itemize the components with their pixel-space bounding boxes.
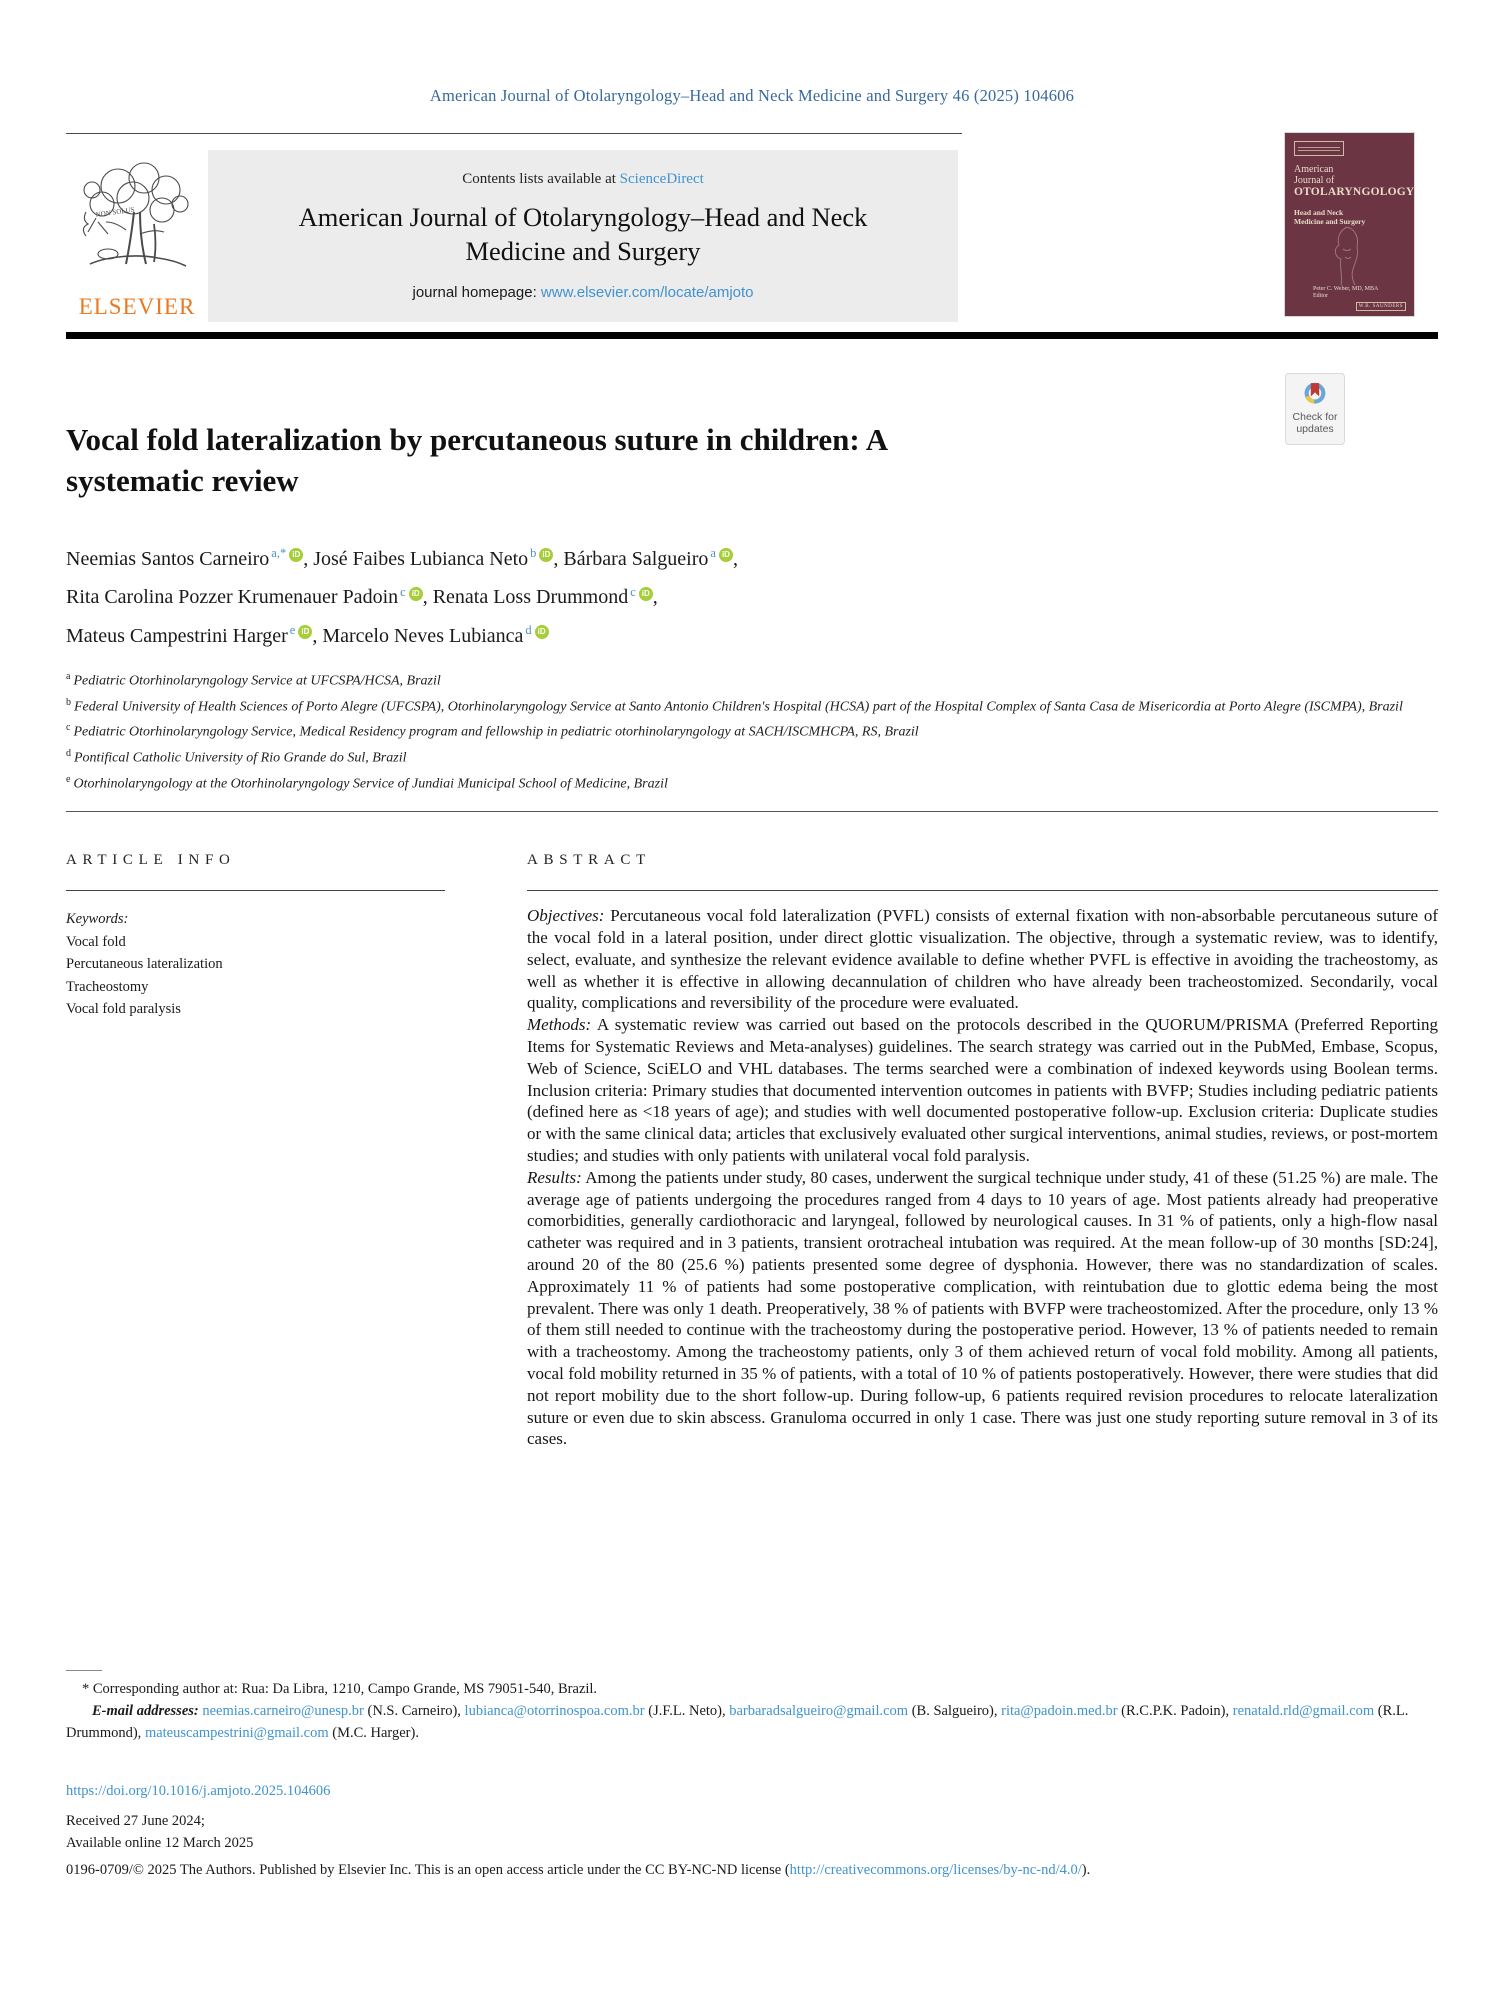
doi-link[interactable]: https://doi.org/10.1016/j.amjoto.2025.104606 bbox=[66, 1783, 331, 1799]
abstract-section-label: Results: bbox=[527, 1167, 582, 1187]
email-link[interactable]: rita@padoin.med.br bbox=[1001, 1703, 1118, 1719]
author: Marcelo Neves Lubianca $^d$ iD bbox=[322, 625, 548, 647]
abstract-section-text: Among the patients under study, 80 cases, underwent the surgical technique under study, 41 of these (51.25 %) are male. The average age of patients undergoing the procedures ranged from 4 days to 10 years of age. Most patients already had preoperative comorbidities, generally cardiothoracic and laryngeal, followed by neurological causes. In 31 % of patients, only a high-flow nasal catheter was required and in 3 patients, transient orotracheal intubation was required. At the mean follow-up of 30 months [SD:24], around 20 of the 80 (25.6 %) patients presented some degree of dysphonia. However, there was no standardization of scales. Approximately 11 % of patients had some postoperative complication, with reintubation due to glottic edema being the most prevalent. There was only 1 death. Preoperatively, 38 % of patients with BVFP were tracheostomized. After the procedure, only 13 % of them still needed to continue with the tracheostomy during the postoperative period. However, 13 % of patients needed to remain with a tracheostomy. Among the tracheostomy patients, only 3 of them achieved return of vocal fold mobility. Among all patients, vocal fold mobility returned in 35 % of patients, with a total of 10 % of patients postoperatively. However, there were studies that did not report mobility due to the short follow-up. During follow-up, 6 patients required revision procedures to relocate lateralization suture or even due to skin abscess. Granuloma occurred in only 1 case. There was just one study reporting suture removal in 3 of its cases. bbox=[527, 1167, 1438, 1449]
author-sup: c bbox=[630, 584, 636, 599]
email-link[interactable]: neemias.carneiro@unesp.br bbox=[202, 1703, 364, 1719]
cover-tagbox bbox=[1294, 141, 1344, 156]
cover-publisher: W.B. SAUNDERS bbox=[1356, 302, 1406, 311]
journal-banner bbox=[66, 150, 1438, 322]
affiliation: $^c$ Pediatric Otorhinolaryngology Service, Medical Residency program and fellowship in pediatric otorhinolaryngology at SACH/ISCMHCPA, RS, Brazil bbox=[66, 722, 919, 740]
elsevier-wordmark: ELSEVIER bbox=[78, 294, 196, 319]
abstract-section-text: A systematic review was carried out based on the protocols described in the QUORUM/PRISMA (Preferred Reporting Items for Systematic Reviews and Meta-analyses) guidelines. The search strategy was carried out in the PubMed, Embase, Scopus, Web of Science, SciELO and VHL databases. The terms searched were a combination of indexed keywords using Boolean terms. Inclusion criteria: Primary studies that documented intervention outcomes in patients with BVFP; Studies including pediatric patients (defined here as <18 years of age); and studies with well documented postoperative follow-up. Exclusion criteria: Duplicate studies or with the same clinical data; articles that exclusively evaluated other surgical interventions, animal studies, reviews, or post-mortem studies; and studies with only patients with unilateral vocal fold paralysis. bbox=[527, 1015, 1438, 1166]
author-sup: c bbox=[400, 584, 406, 599]
check-updates-label: Check for updates bbox=[1292, 411, 1338, 435]
affiliation: $^e$ Otorhinolaryngology at the Otorhinolaryngology Service of Jundiai Municipal School of Medicine, Brazil bbox=[66, 773, 668, 792]
abstract-section-text: Percutaneous vocal fold lateralization (PVFL) consists of external fixation with non-absorbable percutaneous suture of the vocal fold in a lateral position, under direct glottic visualization. The objective, through a systematic review, was to identify, select, evaluate, and synthesize the relevant evidence available to define whether PVFL is effective in avoiding the tracheostomy, as well as whether it is effective in allowing decannulation of children who have already been tracheostomized. Secondarily, vocal quality, complications and reversibility of the procedure were evaluated. bbox=[527, 906, 1438, 1013]
affiliation: $^d$ Pontifical Catholic University of Rio Grande do Sul, Brazil bbox=[66, 747, 407, 766]
email-addresses: E-mail addresses: neemias.carneiro@unesp.br (N.S. Carneiro), lubianca@otorrinospoa.com.br (J.F.L. Neto), barbaradsalgueiro@gmail.com (B. Salgueiro), rita@padoin.med.br (R.C.P.K. Padoin), renatald.rld@gmail.com (R.L. Drummond), mateuscampestrini@gmail.com (M.C. Harger). bbox=[66, 1703, 1409, 1741]
homepage-prefix: journal homepage: bbox=[412, 284, 541, 301]
orcid-icon[interactable]: iD bbox=[535, 625, 549, 639]
article-info-column bbox=[66, 852, 445, 1450]
crossmark-icon bbox=[1300, 379, 1330, 409]
corresponding-author-note: * Corresponding author at: Rua: Da Libra, 1210, Campo Grande, MS 79051-540, Brazil. bbox=[82, 1681, 598, 1697]
author: Mateus Campestrini Harger $^e$ iD , bbox=[66, 623, 323, 647]
license-link[interactable]: http://creativecommons.org/licenses/by-nc-nd/4.0/ bbox=[789, 1862, 1082, 1878]
author-sup: b bbox=[530, 546, 537, 560]
available-date: Available online 12 March 2025 bbox=[66, 1835, 254, 1851]
abstract-section-label: Methods: bbox=[527, 1015, 592, 1035]
header-divider bbox=[66, 133, 962, 134]
contents-line bbox=[462, 171, 704, 188]
orcid-icon[interactable]: iD bbox=[539, 548, 553, 562]
article-info-heading: ARTICLE INFO bbox=[66, 852, 445, 891]
info-abstract-columns bbox=[66, 852, 1438, 1450]
cover-line: American bbox=[1294, 164, 1334, 175]
email-link[interactable]: lubianca@otorrinospoa.com.br bbox=[464, 1703, 645, 1719]
elsevier-logo bbox=[66, 150, 208, 322]
keyword: Tracheostomy bbox=[66, 978, 149, 995]
author: Rita Carolina Pozzer Krumenauer Padoin $^c$ iD , bbox=[66, 584, 433, 609]
section-divider bbox=[66, 811, 1438, 812]
logo-motto: NON SOLUS bbox=[95, 205, 135, 219]
homepage-link[interactable]: www.elsevier.com/locate/amjoto bbox=[540, 284, 754, 301]
received-date: Received 27 June 2024; bbox=[66, 1813, 205, 1829]
author-sup: a bbox=[710, 546, 716, 560]
article-title: Vocal fold lateralization by percutaneous suture in children: A systematic review bbox=[66, 422, 887, 498]
orcid-icon[interactable]: iD bbox=[639, 587, 653, 601]
keyword: Vocal fold paralysis bbox=[66, 1001, 181, 1018]
email-link[interactable]: mateuscampestrini@gmail.com bbox=[144, 1725, 329, 1741]
banner-bottom-bar bbox=[66, 332, 1438, 339]
homepage-line bbox=[412, 284, 753, 301]
author: José Faibes Lubianca Neto $^b$ iD , bbox=[313, 546, 564, 570]
article-footer bbox=[66, 1670, 1438, 1883]
cover-editor: Peter C. Weber, MD, MBA Editor bbox=[1313, 286, 1379, 299]
cover-line: OTOLARYNGOLOGY bbox=[1294, 186, 1415, 198]
author: Neemias Santos Carneiro $^{a,*}$ iD , bbox=[66, 546, 314, 570]
elsevier-tree-icon bbox=[78, 160, 196, 292]
orcid-icon[interactable]: iD bbox=[719, 548, 733, 562]
sciencedirect-link[interactable]: ScienceDirect bbox=[619, 171, 704, 187]
cover-subtitle: Head and Neck Medicine and Surgery bbox=[1294, 208, 1366, 226]
keywords-label: Keywords: bbox=[66, 911, 129, 928]
email-link[interactable]: barbaradsalgueiro@gmail.com bbox=[729, 1703, 909, 1719]
orcid-icon[interactable]: iD bbox=[409, 587, 423, 601]
affiliation-list bbox=[66, 666, 1438, 794]
copyright-line: 0196-0709/© 2025 The Authors. Published by Elsevier Inc. This is an open access article under the CC BY-NC-ND license (http://creativecommons.org/licenses/by-nc-nd/4.0/). bbox=[66, 1862, 1091, 1878]
author-sup: d bbox=[525, 623, 532, 638]
author-list bbox=[66, 537, 1066, 653]
abstract-heading: ABSTRACT bbox=[527, 852, 1438, 891]
orcid-icon[interactable]: iD bbox=[298, 625, 312, 639]
author-sup: a,* bbox=[271, 546, 287, 560]
keyword: Percutaneous lateralization bbox=[66, 956, 223, 973]
email-label: E-mail addresses: bbox=[92, 1703, 199, 1719]
author-sup: e bbox=[289, 623, 296, 638]
keywords-block bbox=[66, 908, 445, 1021]
author: Bárbara Salgueiro $^a$ iD , bbox=[563, 546, 738, 570]
orcid-icon[interactable]: iD bbox=[289, 548, 303, 562]
journal-title: American Journal of Otolaryngology–Head and Neck Medicine and Surgery bbox=[298, 202, 868, 266]
journal-cover-thumbnail bbox=[1285, 133, 1414, 316]
keyword: Vocal fold bbox=[66, 933, 126, 950]
check-updates-badge[interactable] bbox=[1285, 373, 1345, 445]
email-link[interactable]: renatald.rld@gmail.com bbox=[1232, 1703, 1375, 1719]
abstract-column bbox=[527, 852, 1438, 1450]
abstract-body bbox=[527, 905, 1438, 1450]
doi-line bbox=[66, 1780, 1438, 1802]
affiliation: $^a$ Pediatric Otorhinolaryngology Service at UFCSPA/HCSA, Brazil bbox=[66, 670, 441, 689]
contents-prefix: Contents lists available at bbox=[462, 171, 620, 187]
author: Renata Loss Drummond $^c$ iD , bbox=[432, 584, 658, 609]
abstract-section-label: Objectives: bbox=[527, 906, 605, 926]
journal-citation: American Journal of Otolaryngology–Head and Neck Medicine and Surgery 46 (2025) 104606 bbox=[429, 86, 1075, 105]
cover-anatomy-sketch bbox=[1313, 225, 1377, 287]
footnote-divider bbox=[66, 1670, 102, 1671]
cover-line: Journal of bbox=[1294, 175, 1335, 186]
banner-center bbox=[208, 150, 958, 322]
affiliation: $^b$ Federal University of Health Sciences of Porto Alegre (UFCSPA), Otorhinolaryngology Service at Santo Antonio Children's Hospital (HCSA) part of the Hospital Complex of Santa Casa de Misericordia at Porto Alegre (ISCMPA), Brazil bbox=[66, 696, 1403, 715]
